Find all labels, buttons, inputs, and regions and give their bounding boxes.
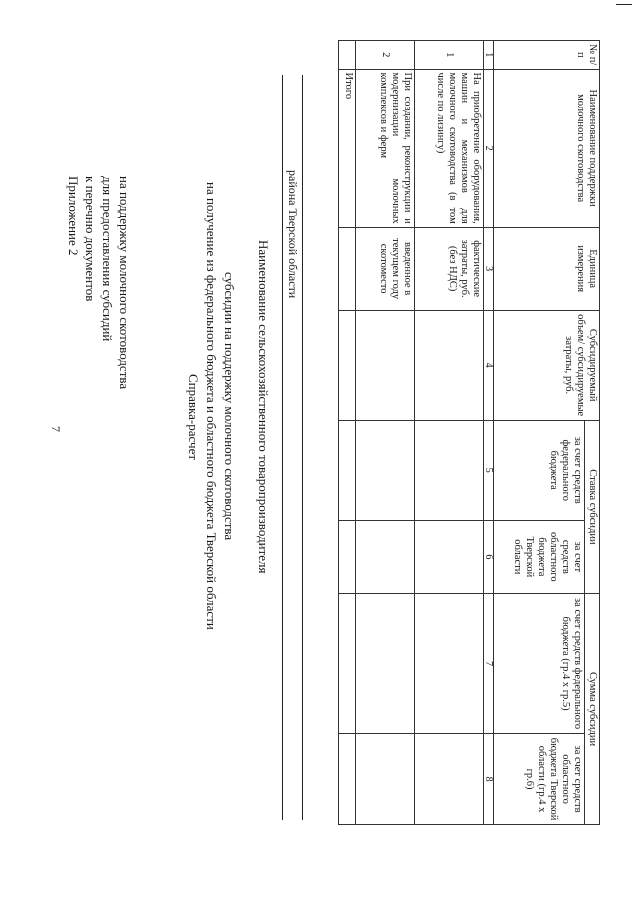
row-number: 2 [355, 41, 414, 70]
page-number: 7 [49, 426, 63, 432]
header-rate-federal: за счет средств федерального бюджета [493, 420, 584, 520]
row-rate-regional [355, 520, 414, 593]
total-cell [338, 227, 355, 310]
header-num: № п/п [493, 41, 599, 70]
row-unit: фактические затраты, руб. (без НДС) [414, 227, 483, 310]
total-row [338, 41, 355, 825]
header-rate-regional: за счет средств областного бюджета Тверской области [493, 520, 584, 593]
appendix-line-3: для предоставления субсидий [100, 176, 115, 342]
header-volume: Субсидируемый объем/ субсидируемые затраты, руб. [493, 310, 599, 420]
row-sum-regional [414, 734, 483, 825]
row-rate-federal [355, 420, 414, 520]
producer-label: Наименование сельскохозяйственного товаропроизводителя [256, 240, 271, 574]
total-label: Итого [338, 69, 355, 227]
table-row [355, 41, 414, 825]
subsidy-calculation-table [303, 40, 600, 825]
row-sum-federal [355, 594, 414, 734]
header-sum-regional: за счет средств областного бюджета Тверской области (гр.4 х гр.6) [493, 734, 584, 825]
column-number: 8 [483, 734, 493, 825]
column-number: 6 [483, 520, 493, 593]
total-row-number-cell [338, 41, 355, 70]
row-volume [414, 310, 483, 420]
appendix-line-2: к перечню документов [83, 176, 98, 302]
total-cell [338, 420, 355, 520]
column-number-row [483, 41, 493, 825]
column-number: 7 [483, 594, 493, 734]
document-title-line-3: субсидии на поддержку молочного скотоводства [222, 272, 237, 541]
row-name: На приобретение оборудования, машин и механизмов для молочного скотоводства (в том числе по лизингу) [414, 69, 483, 227]
total-cell [338, 310, 355, 420]
row-rate-regional [414, 520, 483, 593]
column-number: 5 [483, 420, 493, 520]
document-title: Справка-расчет [186, 374, 201, 461]
row-sum-federal [414, 594, 483, 734]
table-row [414, 41, 483, 825]
column-number: 3 [483, 227, 493, 310]
row-number: 1 [414, 41, 483, 70]
total-cell [338, 734, 355, 825]
header-rate-group: Ставка субсидии [584, 420, 599, 593]
total-cell [338, 520, 355, 593]
header-sum-group: Сумма субсидии [584, 594, 599, 825]
appendix-line-4: на поддержку молочного скотоводства [117, 176, 132, 390]
row-name: При создании, реконструкции и модернизации молочных комплексов и ферм [355, 69, 414, 227]
document-title-line-2: на получение из федерального бюджета и областного бюджета Тверской области [204, 182, 219, 630]
header-name: Наименование поддержки молочного скотоводства [493, 69, 599, 227]
row-volume [355, 310, 414, 420]
scan-edge-mark [616, 4, 632, 5]
district-label: района Тверской области [286, 170, 300, 299]
header-sum-federal: за счет средств федерального бюджета (гр.4 х гр.5) [493, 594, 584, 734]
header-unit: Единица измерения [493, 227, 599, 310]
producer-name-rule [282, 75, 283, 820]
column-number: 2 [483, 69, 493, 227]
column-number: 1 [483, 41, 493, 70]
row-unit: введенное в текущем году скотоместо [355, 227, 414, 310]
row-sum-regional [355, 734, 414, 825]
total-cell [338, 594, 355, 734]
appendix-line-1: Приложение 2 [66, 176, 81, 256]
row-rate-federal [414, 420, 483, 520]
column-number: 4 [483, 310, 493, 420]
